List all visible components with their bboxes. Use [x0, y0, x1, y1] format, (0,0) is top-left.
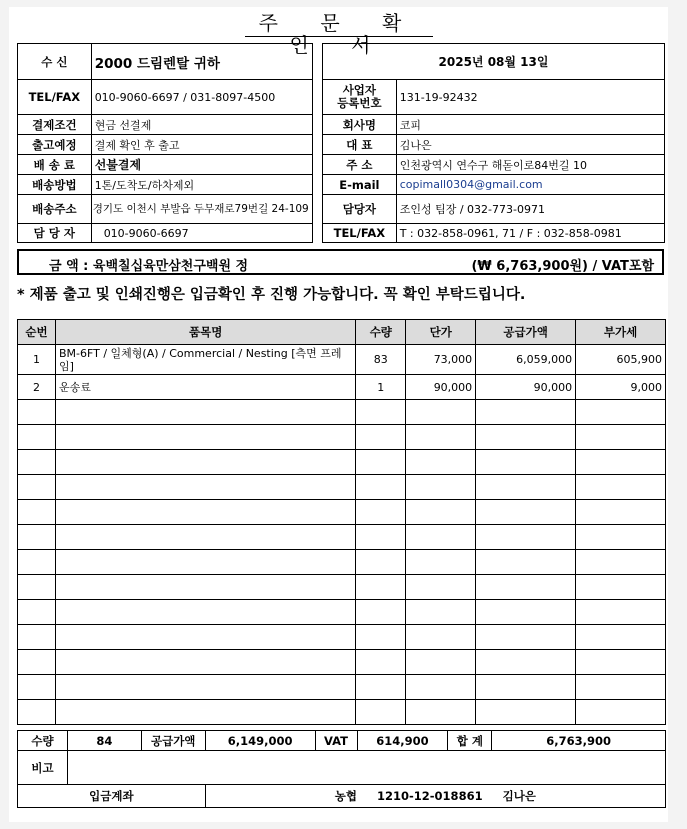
empty-cell	[55, 450, 355, 475]
empty-table-row	[18, 550, 666, 575]
recipient-info-table	[17, 43, 313, 243]
shipping-plan-value: 결제 확인 후 출고	[91, 135, 312, 155]
empty-table-row	[18, 700, 666, 725]
empty-cell	[476, 550, 576, 575]
empty-cell	[356, 550, 406, 575]
empty-cell	[55, 525, 355, 550]
empty-table-row	[18, 425, 666, 450]
contact-value: 조인성 팀장 / 032-773-0971	[396, 195, 664, 224]
col-header-vat: 부가세	[576, 320, 666, 345]
empty-cell	[576, 525, 666, 550]
empty-cell	[55, 675, 355, 700]
empty-cell	[356, 525, 406, 550]
empty-cell	[55, 500, 355, 525]
sum-vat-value: 614,900	[357, 731, 448, 751]
empty-table-row	[18, 600, 666, 625]
note-label: 비고	[18, 751, 68, 785]
empty-cell	[18, 550, 56, 575]
empty-cell	[406, 650, 476, 675]
empty-cell	[406, 600, 476, 625]
empty-table-row	[18, 475, 666, 500]
empty-cell	[476, 425, 576, 450]
notice-text: * 제품 출고 및 인쇄진행은 입금확인 후 진행 가능합니다. 꼭 확인 부탁드립니다.	[17, 287, 526, 303]
empty-cell	[476, 650, 576, 675]
tel-label: TEL/FAX	[18, 80, 92, 115]
empty-table-row	[18, 525, 666, 550]
address-label: 주 소	[323, 155, 397, 175]
note-value	[67, 751, 665, 785]
total-amount-box	[17, 249, 664, 275]
empty-cell	[356, 650, 406, 675]
item-qty: 1	[356, 375, 406, 400]
empty-cell	[18, 700, 56, 725]
item-supply: 6,059,000	[476, 345, 576, 375]
item-qty: 83	[356, 345, 406, 375]
item-vat: 605,900	[576, 345, 666, 375]
company-label: 회사명	[323, 115, 397, 135]
supplier-info-table	[322, 43, 665, 243]
empty-cell	[476, 475, 576, 500]
items-header-row	[18, 320, 666, 345]
sum-supply-label: 공급가액	[141, 731, 205, 751]
document-date: 2025년 08월 13일	[323, 44, 665, 80]
items-table	[17, 319, 666, 725]
empty-cell	[576, 400, 666, 425]
recipient-label: 수 신	[18, 44, 92, 80]
manager-label: 담 당 자	[18, 224, 92, 243]
empty-cell	[576, 500, 666, 525]
empty-table-row	[18, 400, 666, 425]
shipping-fee-value: 선불결제	[91, 155, 312, 175]
empty-table-row	[18, 675, 666, 700]
col-header-qty: 수량	[356, 320, 406, 345]
delivery-method-value: 1톤/도착도/하차제외	[91, 175, 312, 195]
empty-cell	[406, 625, 476, 650]
empty-cell	[576, 550, 666, 575]
empty-cell	[18, 675, 56, 700]
ceo-label: 대 표	[323, 135, 397, 155]
empty-cell	[18, 650, 56, 675]
empty-cell	[18, 425, 56, 450]
recipient-value: 2000 드림렌탈 귀하	[91, 44, 312, 80]
empty-cell	[406, 400, 476, 425]
empty-cell	[576, 600, 666, 625]
delivery-address-value: 경기도 이천시 부발읍 두무재로79번길 24-109	[91, 195, 312, 224]
empty-cell	[576, 475, 666, 500]
item-no: 1	[18, 345, 56, 375]
empty-cell	[576, 625, 666, 650]
empty-cell	[356, 500, 406, 525]
manager-value: 010-9060-6697	[91, 224, 312, 243]
empty-cell	[406, 500, 476, 525]
sum-qty-value: 84	[67, 731, 141, 751]
empty-cell	[356, 625, 406, 650]
empty-table-row	[18, 500, 666, 525]
item-supply: 90,000	[476, 375, 576, 400]
empty-cell	[406, 475, 476, 500]
empty-cell	[55, 600, 355, 625]
item-no: 2	[18, 375, 56, 400]
item-name: BM-6FT / 일체형(A) / Commercial / Nesting [측면 프레임]	[55, 345, 355, 375]
empty-table-row	[18, 650, 666, 675]
empty-cell	[55, 700, 355, 725]
empty-cell	[356, 475, 406, 500]
bizno-label: 사업자 등록번호	[323, 80, 397, 115]
empty-cell	[476, 400, 576, 425]
address-value: 인천광역시 연수구 해돋이로84번길 10	[396, 155, 664, 175]
tel-value: 010-9060-6697 / 031-8097-4500	[91, 80, 312, 115]
empty-cell	[576, 575, 666, 600]
empty-cell	[356, 675, 406, 700]
empty-table-row	[18, 625, 666, 650]
empty-cell	[476, 575, 576, 600]
item-vat: 9,000	[576, 375, 666, 400]
contact-label: 담당자	[323, 195, 397, 224]
empty-cell	[55, 550, 355, 575]
col-header-no: 순번	[18, 320, 56, 345]
empty-cell	[356, 700, 406, 725]
sum-supply-value: 6,149,000	[205, 731, 315, 751]
email-link[interactable]: copimall0304@gmail.com	[396, 175, 664, 195]
empty-cell	[55, 650, 355, 675]
empty-cell	[476, 600, 576, 625]
telfax-value: T : 032-858-0961, 71 / F : 032-858-0981	[396, 224, 664, 243]
email-label: E-mail	[323, 175, 397, 195]
empty-cell	[476, 450, 576, 475]
col-header-unit-price: 단가	[406, 320, 476, 345]
amount-in-words: 금 액 : 육백칠십육만삼천구백원 정	[49, 259, 249, 274]
empty-cell	[356, 575, 406, 600]
empty-cell	[55, 625, 355, 650]
telfax-label: TEL/FAX	[323, 224, 397, 243]
empty-cell	[576, 425, 666, 450]
sum-total-value: 6,763,900	[492, 731, 666, 751]
col-header-name: 품목명	[55, 320, 355, 345]
empty-cell	[18, 525, 56, 550]
empty-cell	[18, 575, 56, 600]
empty-cell	[476, 500, 576, 525]
empty-cell	[18, 500, 56, 525]
empty-cell	[406, 575, 476, 600]
sum-vat-label: VAT	[315, 731, 357, 751]
shipping-plan-label: 출고예정	[18, 135, 92, 155]
empty-cell	[18, 475, 56, 500]
empty-cell	[406, 675, 476, 700]
item-unit-price: 73,000	[406, 345, 476, 375]
summary-table	[17, 730, 666, 808]
empty-cell	[18, 450, 56, 475]
empty-cell	[576, 675, 666, 700]
empty-cell	[55, 400, 355, 425]
empty-cell	[476, 525, 576, 550]
empty-table-row	[18, 575, 666, 600]
item-unit-price: 90,000	[406, 375, 476, 400]
empty-cell	[576, 650, 666, 675]
empty-cell	[18, 625, 56, 650]
delivery-address-label: 배송주소	[18, 195, 92, 224]
table-row	[18, 375, 666, 400]
account-value: 농협 1210-12-018861 김나은	[205, 785, 665, 808]
ceo-value: 김나은	[396, 135, 664, 155]
empty-cell	[356, 600, 406, 625]
bizno-value: 131-19-92432	[396, 80, 664, 115]
delivery-method-label: 배송방법	[18, 175, 92, 195]
empty-cell	[18, 400, 56, 425]
empty-cell	[406, 450, 476, 475]
sum-qty-label: 수량	[18, 731, 68, 751]
empty-cell	[356, 400, 406, 425]
empty-cell	[406, 425, 476, 450]
document-title: 주 문 확 인 서	[245, 12, 433, 37]
empty-cell	[476, 700, 576, 725]
col-header-supply: 공급가액	[476, 320, 576, 345]
empty-cell	[576, 700, 666, 725]
shipping-fee-label: 배 송 료	[18, 155, 92, 175]
payment-label: 결제조건	[18, 115, 92, 135]
table-row	[18, 345, 666, 375]
empty-cell	[55, 475, 355, 500]
empty-cell	[406, 550, 476, 575]
empty-cell	[576, 450, 666, 475]
amount-in-numbers: (₩ 6,763,900원) / VAT포함	[471, 259, 654, 274]
empty-cell	[55, 575, 355, 600]
empty-cell	[356, 425, 406, 450]
sum-total-label: 합 계	[448, 731, 492, 751]
order-confirmation-document	[9, 7, 668, 822]
empty-cell	[356, 450, 406, 475]
account-label: 입금계좌	[18, 785, 206, 808]
empty-cell	[476, 675, 576, 700]
empty-cell	[406, 700, 476, 725]
empty-cell	[406, 525, 476, 550]
empty-cell	[55, 425, 355, 450]
item-name: 운송료	[55, 375, 355, 400]
company-value: 코피	[396, 115, 664, 135]
empty-cell	[476, 625, 576, 650]
payment-value: 현금 선결제	[91, 115, 312, 135]
empty-cell	[18, 600, 56, 625]
empty-table-row	[18, 450, 666, 475]
